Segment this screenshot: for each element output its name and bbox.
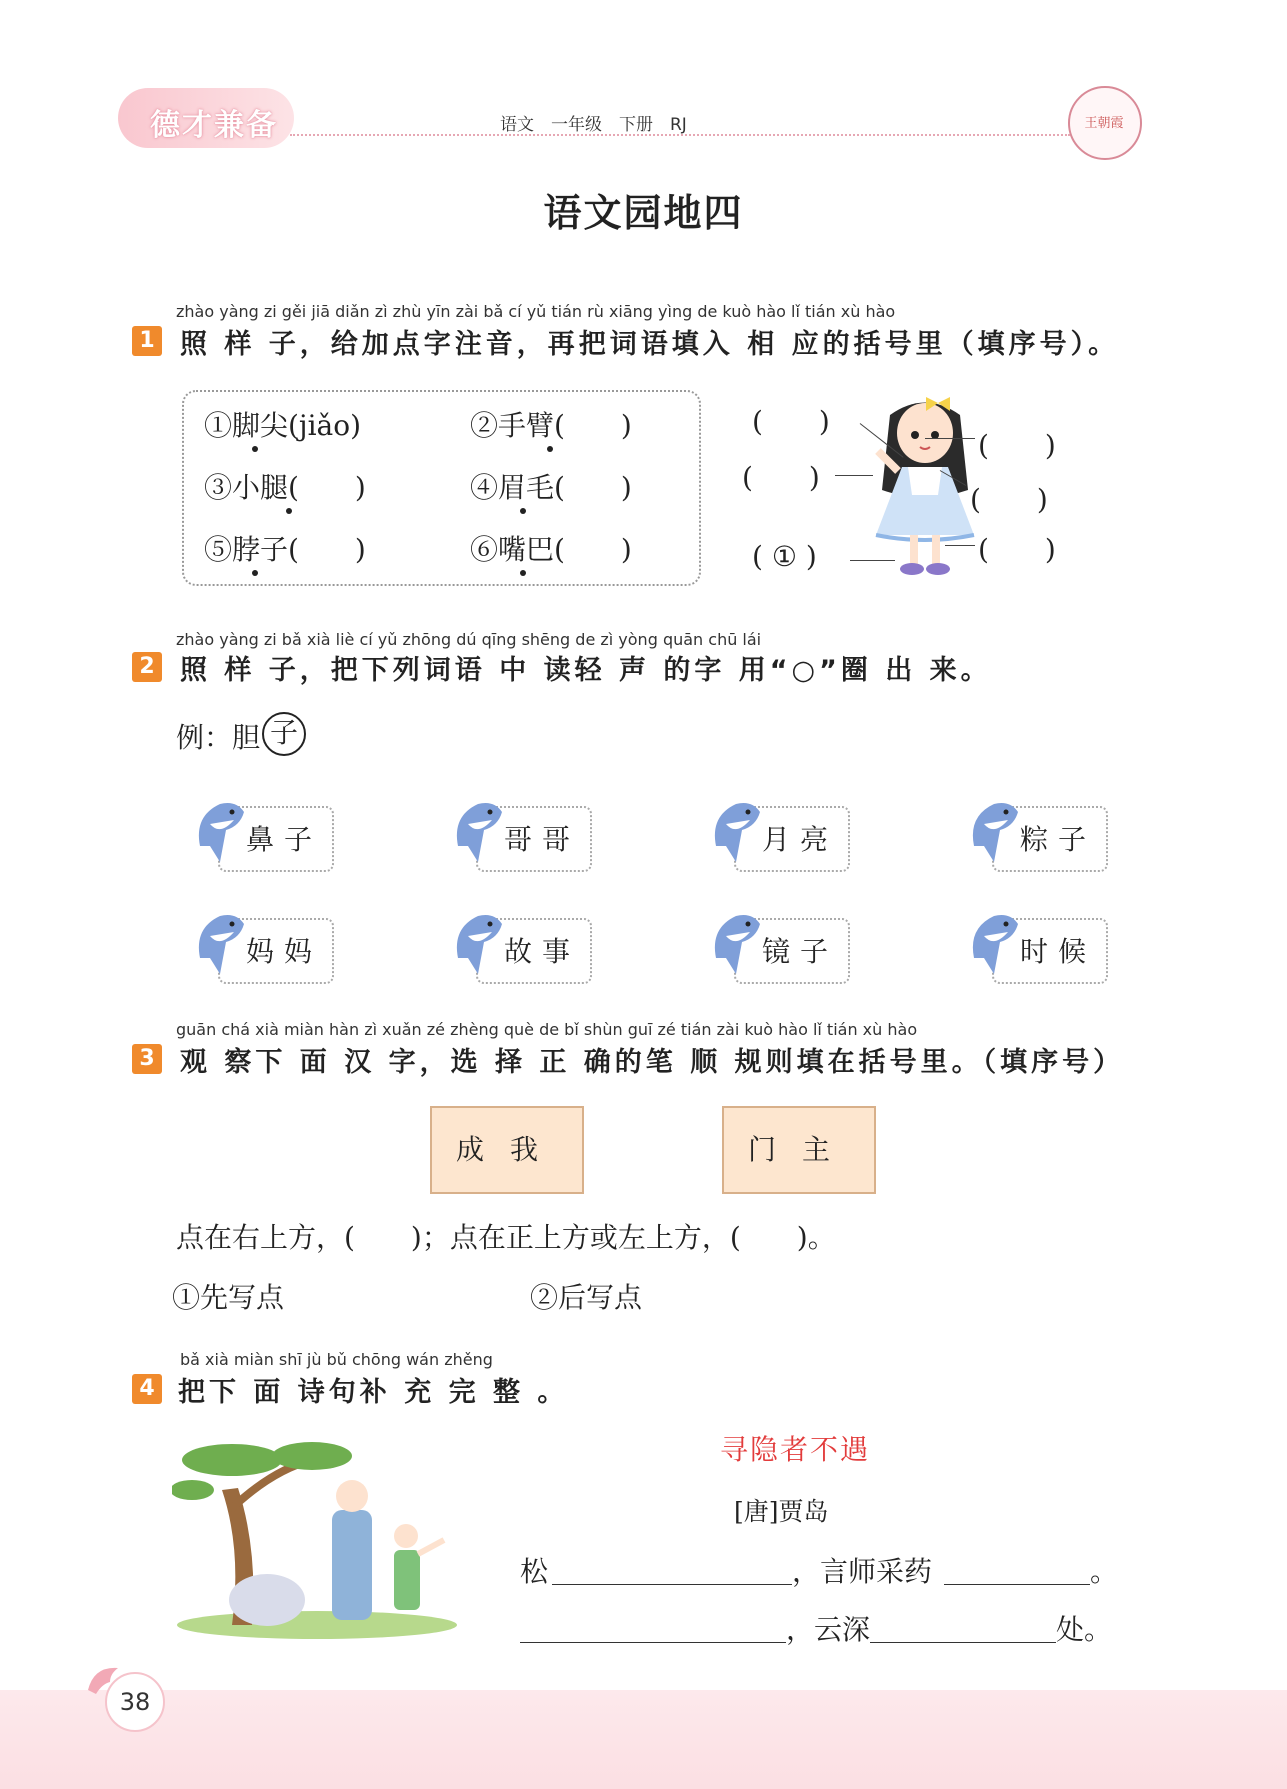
q2-example-prefix: 例：胆 xyxy=(176,721,261,754)
shark-icon xyxy=(448,908,506,978)
q1-emphasis-dot xyxy=(286,508,292,514)
word-card-text: 鼻子 xyxy=(246,823,323,856)
q1-item-4[interactable]: ④眉毛( ) xyxy=(470,471,632,504)
poem-blank-3[interactable] xyxy=(520,1642,786,1643)
pointer-line xyxy=(925,438,975,439)
q3-option-1: ①先写点 xyxy=(172,1281,285,1314)
q2-example-circled: 子 xyxy=(262,712,306,756)
q2-pinyin: zhào yàng zi bǎ xià liè cí yǔ zhōng dú qīng shēng de zì yòng quān chū lái xyxy=(176,630,762,649)
figure-blank-foot: ( ① ) xyxy=(752,540,817,573)
page-title: 语文园地四 xyxy=(543,191,744,235)
q1-emphasis-dot xyxy=(252,570,258,576)
shark-icon xyxy=(706,796,764,866)
q1-emphasis-dot xyxy=(520,570,526,576)
poem-line1-middle: ，言师采药 xyxy=(792,1555,933,1588)
q3-number-badge: 3 xyxy=(132,1044,162,1074)
brand-logo-text: 德才兼备 xyxy=(150,108,278,143)
pointer-line xyxy=(835,475,873,476)
poem-line1-end: 。 xyxy=(1090,1555,1119,1588)
poem-line2-middle: ，云深 xyxy=(786,1613,871,1646)
q1-emphasis-dot xyxy=(252,446,258,452)
q3-pinyin: guān chá xià miàn hàn zì xuǎn zé zhèng què de bǐ shùn guī zé tián zài kuò hào lǐ tián xù hào xyxy=(176,1020,918,1039)
poem-line1-start: 松 xyxy=(520,1555,549,1588)
q2-instruction: 照 样 子，把下列词语 中 读轻 声 的字 用“○”圈 出 来。 xyxy=(180,655,992,686)
q4-instruction: 把下 面 诗句补 充 完 整 。 xyxy=(178,1377,569,1408)
word-card-text: 哥哥 xyxy=(504,823,581,856)
shark-icon xyxy=(190,908,248,978)
word-card-text: 妈妈 xyxy=(246,935,323,968)
word-card-text: 月亮 xyxy=(762,823,839,856)
subject-line: 语文 一年级 下册 RJ xyxy=(500,115,687,135)
author-seal-text: 王朝霞 xyxy=(1084,116,1124,131)
q3-instruction: 观 察下 面 汉 字，选 择 正 确的笔 顺 规则填在括号里。（填序号） xyxy=(180,1047,1125,1078)
q3-fill-sentence[interactable]: 点在右上方，( )；点在正上方或左上方，( )。 xyxy=(176,1221,836,1254)
q1-item-3[interactable]: ③小腿( ) xyxy=(204,471,366,504)
shark-icon xyxy=(448,796,506,866)
page-number: 38 xyxy=(105,1672,165,1732)
q2-number-badge: 2 xyxy=(132,652,162,682)
figure-blank-leg[interactable]: ( ) xyxy=(978,533,1056,566)
word-card-text: 镜子 xyxy=(762,935,839,968)
q1-item-2[interactable]: ②手臂( ) xyxy=(470,409,632,442)
poem-blank-4[interactable] xyxy=(870,1642,1056,1643)
pointer-line xyxy=(850,560,895,561)
figure-blank-head[interactable]: ( ) xyxy=(752,405,830,438)
q1-item-5[interactable]: ⑤脖子( ) xyxy=(204,533,366,566)
shark-icon xyxy=(964,908,1022,978)
poem-blank-2[interactable] xyxy=(944,1584,1090,1585)
q1-number-badge: 1 xyxy=(132,326,162,356)
q3-option-2: ②后写点 xyxy=(530,1281,643,1314)
q1-pinyin: zhào yàng zi gěi jiā diǎn zì zhù yīn zài bǎ cí yǔ tián rù xiāng yìng de kuò hào lǐ tián xù hào xyxy=(176,302,896,321)
q4-pinyin: bǎ xià miàn shī jù bǔ chōng wán zhěng xyxy=(180,1350,493,1369)
poem-illustration xyxy=(172,1430,462,1640)
q1-emphasis-dot xyxy=(547,446,553,452)
shark-icon xyxy=(964,796,1022,866)
figure-blank-arm[interactable]: ( ) xyxy=(742,461,820,494)
shark-icon xyxy=(706,908,764,978)
figure-blank-mouth[interactable]: ( ) xyxy=(970,483,1048,516)
word-card-text: 故事 xyxy=(504,935,581,968)
poem-line2-end: 处。 xyxy=(1056,1613,1113,1646)
q1-instruction: 照 样 子，给加点字注音，再把词语填入 相 应的括号里（填序号）。 xyxy=(180,329,1120,360)
word-card-text: 粽子 xyxy=(1020,823,1097,856)
pointer-line xyxy=(945,545,975,546)
character-scroll-text: 成我 xyxy=(456,1133,565,1166)
q1-item-1: ①脚尖(jiǎo) xyxy=(204,409,362,442)
footer-band xyxy=(0,1690,1287,1789)
word-card-text: 时候 xyxy=(1020,935,1097,968)
character-scroll-text: 门主 xyxy=(748,1133,857,1166)
figure-blank-eyebrow[interactable]: ( ) xyxy=(978,429,1056,462)
q1-item-6[interactable]: ⑥嘴巴( ) xyxy=(470,533,632,566)
poem-title: 寻隐者不遇 xyxy=(720,1433,871,1466)
poem-author: [唐]贾岛 xyxy=(734,1497,829,1526)
q4-number-badge: 4 xyxy=(132,1374,162,1404)
shark-icon xyxy=(190,796,248,866)
poem-blank-1[interactable] xyxy=(552,1584,792,1585)
q1-emphasis-dot xyxy=(520,508,526,514)
